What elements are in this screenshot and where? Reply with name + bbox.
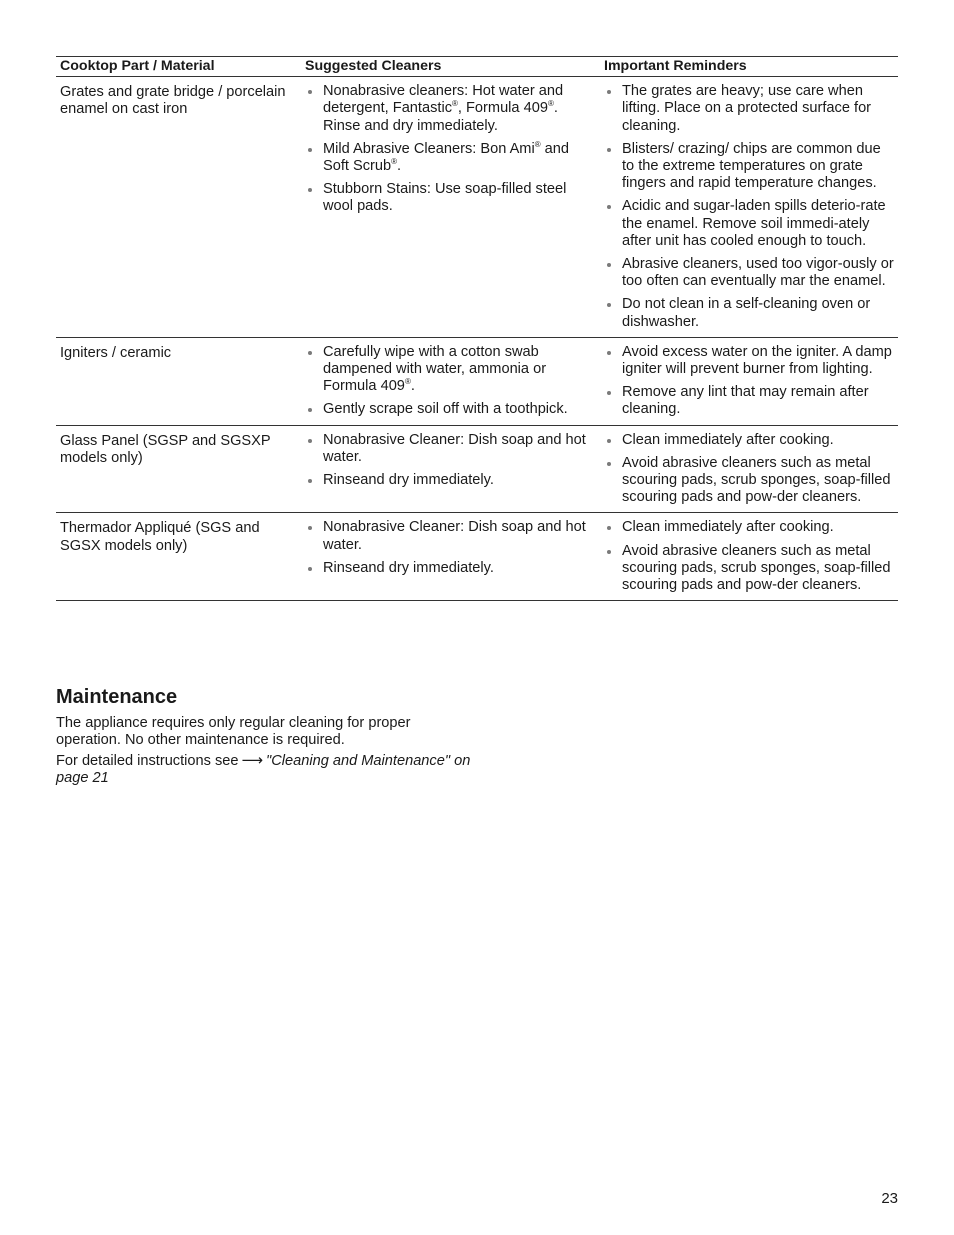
cleaner-text: and Soft Scrub [323,140,570,175]
bullet-icon [308,408,312,412]
reminder-text: Abrasive cleaners, used too vigor-ously or too often can eventually mar the enamel. [622,256,894,290]
cleaner-item [305,344,596,396]
cleaner-text: , Formula 409 [457,100,548,117]
arrow-right-icon: ⟶ [241,752,264,769]
reference-link[interactable]: "Cleaning and Maintenance" on page 21 [56,753,471,787]
bullet-icon [607,462,611,466]
cleaner-text: Carefully wipe with a cotton swab dampened with water, ammonia or Formula 409 [323,343,547,395]
cooktop-part-cell: Igniters / ceramic [56,337,301,425]
important-reminders-cell [600,425,898,513]
bullet-icon [607,439,611,443]
registered-mark: ® [404,377,411,387]
page-number: 23 [881,1190,898,1207]
reminder-text: Avoid abrasive cleaners such as metal scouring pads, scrub sponges, soap-filled scouring pads and pow-der cleaners. [622,542,891,594]
bullet-icon [308,526,312,530]
reminder-item [604,256,894,290]
maintenance-reference [56,752,476,787]
header-part: Cooktop Part / Material [56,57,301,77]
bullet-icon [607,391,611,395]
registered-mark: ® [534,139,541,149]
bullet-icon [607,90,611,94]
reminder-text: Clean immediately after cooking. [622,519,834,536]
bullet-icon [607,205,611,209]
table-row [56,337,898,425]
reminder-text: Avoid excess water on the igniter. A damp igniter will prevent burner from lighting. [622,343,892,378]
bullet-icon [308,90,312,94]
cleaner-text: Nonabrasive Cleaner: Dish soap and hot water. [323,431,586,465]
header-cleaners: Suggested Cleaners [301,57,600,77]
table-header-row [56,57,898,77]
table-row [56,513,898,601]
reminder-text: Acidic and sugar-laden spills deterio-rate the enamel. Remove soil immedi-ately after unit has cooled enough to touch. [622,198,886,249]
cleaner-text: . [410,378,415,395]
reminder-item [604,344,894,378]
bullet-icon [308,439,312,443]
reminder-item [604,432,894,449]
suggested-cleaners-cell [301,337,600,425]
header-reminders: Important Reminders [600,57,898,77]
cleaner-item [305,141,596,175]
bullet-icon [308,479,312,483]
cleaner-text: Nonabrasive cleaners: Hot water and detergent, Fantastic [323,83,564,117]
reminder-text: The grates are heavy; use care when lifting. Place on a protected surface for cleaning. [622,83,872,134]
bullet-icon [308,188,312,192]
reminder-item [604,83,894,135]
suggested-cleaners-cell [301,77,600,338]
cleaner-text: Rinseand dry immediately. [323,472,494,489]
reminder-text: Blisters/ crazing/ chips are common due to the extreme temperatures on grate fingers and rapid temperature changes. [622,140,881,192]
reminder-item [604,141,894,193]
bullet-icon [607,303,611,307]
reminder-item [604,296,894,330]
suggested-cleaners-cell [301,513,600,601]
reminder-item [604,384,894,418]
important-reminders-cell [600,513,898,601]
reminder-item [604,543,894,595]
bullet-icon [607,263,611,267]
cooktop-part-cell: Glass Panel (SGSP and SGSXP models only) [56,425,301,513]
table-row [56,425,898,513]
cleaner-item [305,83,596,135]
maintenance-heading: Maintenance [56,686,178,708]
important-reminders-cell [600,337,898,425]
important-reminders-cell [600,77,898,338]
cooktop-part-cell: Grates and grate bridge / porcelain enamel on cast iron [56,77,301,338]
cleaner-item [305,401,596,418]
reminder-text: Remove any lint that may remain after cleaning. [622,384,869,418]
cleaner-item [305,472,596,489]
suggested-cleaners-cell [301,425,600,513]
registered-mark: ® [452,99,458,109]
cleaner-text: . Rinse and dry immediately. [323,100,558,134]
bullet-icon [607,526,611,530]
cleaner-item [305,560,596,577]
cleaner-item [305,432,596,466]
cleaner-text: Rinseand dry immediately. [323,559,494,576]
reminder-text: Avoid abrasive cleaners such as metal scouring pads, scrub sponges, soap-filled scouring pads and pow-der cleaners. [622,454,891,506]
reminder-text: Clean immediately after cooking. [622,431,834,448]
registered-mark: ® [391,157,398,167]
bullet-icon [607,351,611,355]
cleaner-text: Nonabrasive Cleaner: Dish soap and hot water. [323,519,586,553]
bullet-icon [308,351,312,355]
maintenance-body: The appliance requires only regular cleaning for proper operation. No other maintenance is required. [56,715,411,749]
table-row [56,77,898,338]
bullet-icon [308,567,312,571]
reference-prefix: For detailed instructions see [56,753,239,769]
bullet-icon [308,148,312,152]
cleaner-text: Mild Abrasive Cleaners: Bon Ami [323,140,535,157]
reminder-item [604,519,894,536]
reminder-item [604,198,894,250]
cleaner-item [305,181,596,215]
reminder-item [604,455,894,507]
cooktop-part-cell: Thermador Appliqué (SGS and SGSX models only) [56,513,301,601]
cleaner-item [305,519,596,553]
registered-mark: ® [547,99,554,109]
bullet-icon [607,550,611,554]
cleaner-text: . [397,158,402,175]
reminder-text: Do not clean in a self-cleaning oven or dishwasher. [622,296,871,330]
cleaner-text: Gently scrape soil off with a toothpick. [323,401,568,418]
bullet-icon [607,148,611,152]
cleaning-table [56,56,898,601]
cleaner-text: Stubborn Stains: Use soap-filled steel wool pads. [323,181,567,215]
